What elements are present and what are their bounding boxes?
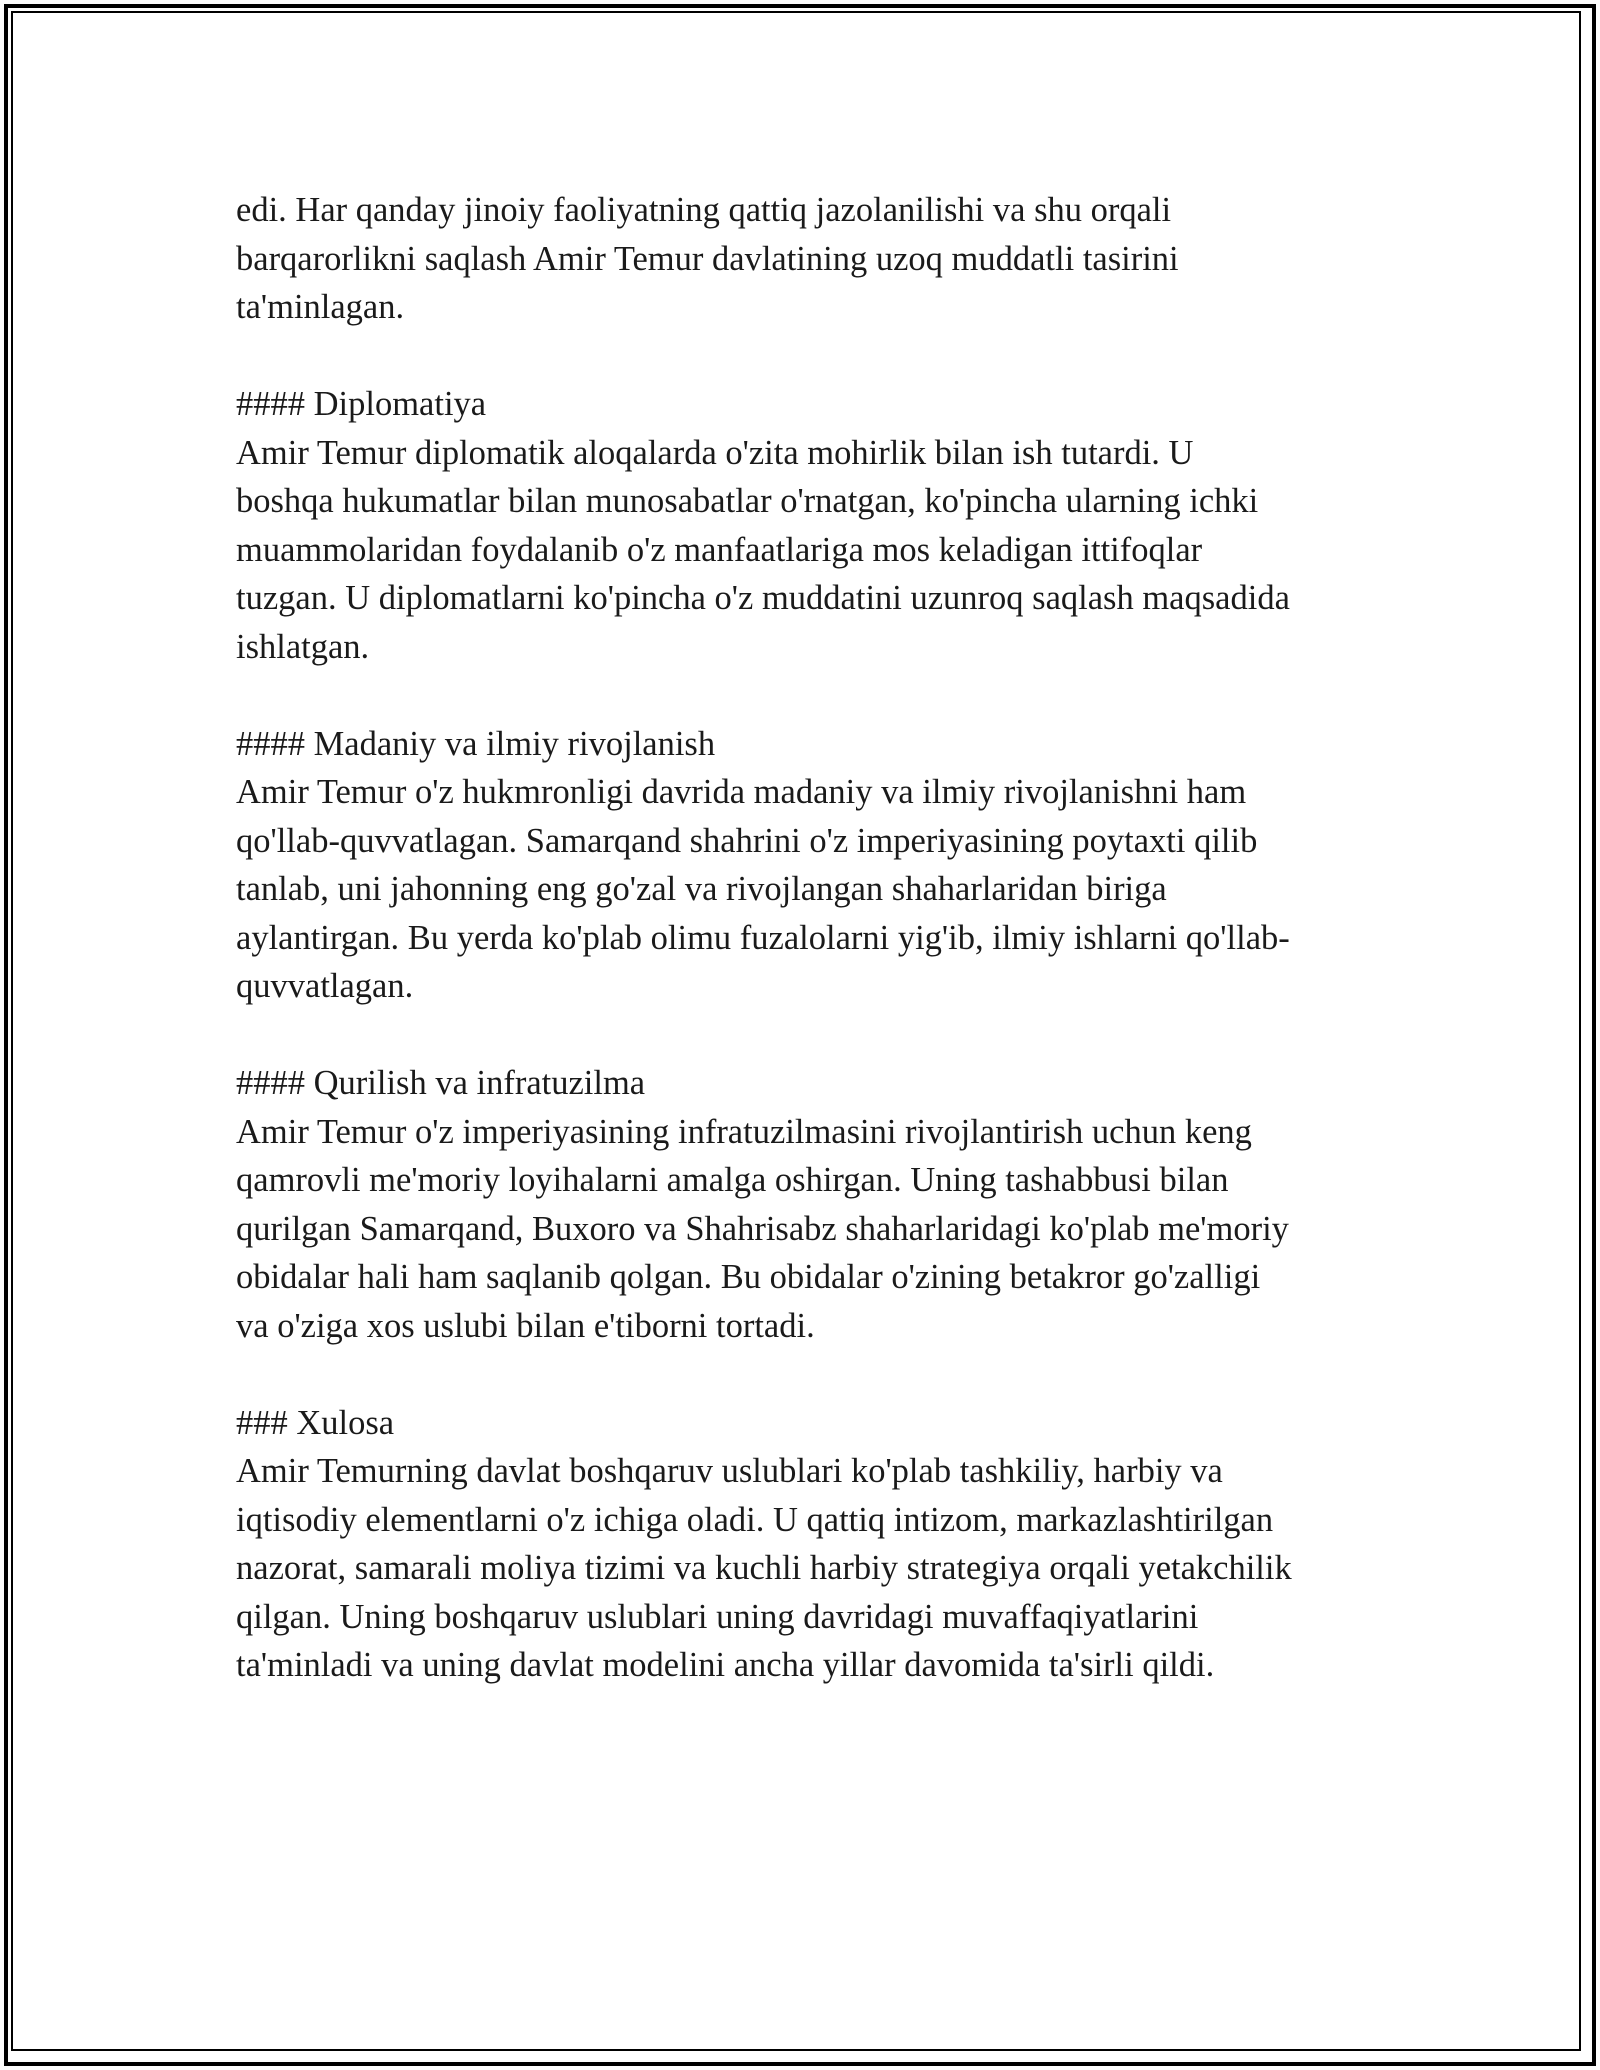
paragraph-gap — [236, 1011, 1366, 1060]
paragraph-gap — [236, 332, 1366, 381]
section-body: Amir Temur o'z hukmronligi davrida madaniy va ilmiy rivojlanishni ham qo'llab-quvvatlagan. Samarqand shahrini o'z imperiyasining poytaxti qilib tanlab, uni jahonning eng go'zal va rivojlangan shaharlaridan biriga aylantirgan. Bu yerda ko'plab olimu fuzalolarni yig'ib, ilmiy ishlarni qo'llab- quvvatlagan. — [236, 773, 1290, 1005]
section-body: Amir Temur o'z imperiyasining infratuzilmasini rivojlantirish uchun keng qamrovli me'moriy loyihalarni amalga oshirgan. Uning tashabbusi bilan qurilgan Samarqand, Buxoro va Shahrisabz shaharlaridagi ko'plab me'moriy obidalar hali ham saqlanib qolgan. Bu obidalar o'zining betakror go'zalligi va o'ziga xos uslubi bilan e'tiborni tortadi. — [236, 1112, 1289, 1345]
section-xulosa — [236, 1399, 1366, 1690]
paragraph-gap — [236, 671, 1366, 720]
section-heading: #### Diplomatiya — [236, 385, 487, 423]
intro-paragraph: edi. Har qanday jinoiy faoliyatning qattiq jazolanilishi va shu orqali barqarorlikni saqlash Amir Temur davlatining uzoq muddatli tasirini ta'minlagan. — [236, 191, 1179, 326]
section-qurilish-va-infratuzilma — [236, 1059, 1366, 1350]
section-body: Amir Temurning davlat boshqaruv uslublari ko'plab tashkiliy, harbiy va iqtisodiy elementlarni o'z ichiga oladi. U qattiq intizom, markazlashtirilgan nazorat, samarali moliya tizimi va kuchli harbiy strategiya orqali yetakchilik qilgan. Uning boshqaruv uslublari uning davridagi muvaffaqiyatlarini ta'minladi va uning davlat modelini ancha yillar davomida ta'sirli qildi. — [236, 1452, 1292, 1684]
section-madaniy-va-ilmiy-rivojlanish — [236, 720, 1366, 1011]
section-body: Amir Temur diplomatik aloqalarda o'zita mohirlik bilan ish tutardi. U boshqa hukumatlar bilan munosabatlar o'rnatgan, ko'pincha ularning ichki muammolaridan foydalanib o'z manfaatlariga mos keladigan ittifoqlar tuzgan. U diplomatlarni ko'pincha o'z muddatini uzunroq saqlash maqsadida ishlatgan. — [236, 433, 1290, 666]
paragraph-gap — [236, 1350, 1366, 1399]
section-heading: #### Madaniy va ilmiy rivojlanish — [236, 724, 716, 763]
section-heading: #### Qurilish va infratuzilma — [236, 1064, 646, 1102]
section-heading: ### Xulosa — [236, 1403, 395, 1442]
section-diplomatiya — [236, 380, 1366, 671]
document-body — [236, 186, 1366, 1690]
